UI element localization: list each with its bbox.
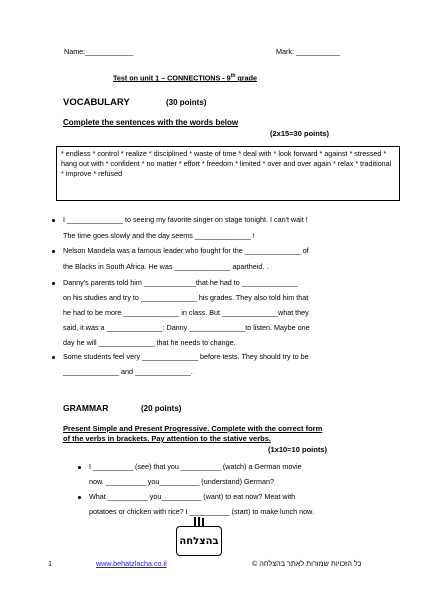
vocab-line-11: ______________ and ______________. [63, 367, 193, 376]
test-title-sup: th [230, 73, 236, 79]
bullet-icon [52, 250, 55, 253]
grammar-instruction-1: Present Simple and Present Progressive. Complete with the correct form [63, 424, 323, 433]
vocab-line-4: the Blacks in South Africa. He was ______________ apartheid. . [63, 262, 269, 271]
vocab-line-10: Some students feel very ______________ before tests. They should try to be [63, 352, 309, 361]
bullet-icon [52, 219, 55, 222]
grammar-line-2: now. __________ you__________ (understand) German? [89, 477, 275, 486]
page-number: 1 [48, 559, 52, 568]
test-title-text: Test on unit 1 – CONNECTIONS - 9 [113, 73, 231, 83]
vocabulary-scoring: (2x15=30 points) [270, 129, 329, 138]
test-title [113, 73, 257, 82]
vocab-line-7: he had to be more ______________ in class. But ______________what they [63, 308, 309, 317]
grammar-line-4: potatoes or chicken with rice? I __________ (start) to make lunch now. [89, 507, 314, 516]
name-field-label: Name:____________ [64, 47, 134, 56]
bullet-icon [52, 282, 55, 285]
site-logo-text: בהצלחה [179, 535, 219, 547]
bullet-icon [78, 496, 81, 499]
vocab-line-1: I ______________ to seeing my favorite singer on stage tonight. I can't wait ! [63, 215, 308, 224]
vocabulary-heading: VOCABULARY [63, 97, 130, 108]
word-bank-box: * endless * control * realize * disciplined * waste of time * deal with * look forward * against * stressed * hang out with * confident * no matter * effort * freedom * limited * over and over again * relax * traditional * improve * refused [56, 146, 400, 201]
vocab-line-9: day he will ______________ that he needs to change. [63, 338, 236, 347]
bullet-icon [78, 466, 81, 469]
mark-field-label: Mark: ___________ [276, 47, 340, 56]
website-link[interactable]: www.behatzlacha.co.il [96, 559, 167, 568]
grammar-scoring: (1x10=10 points) [268, 445, 327, 454]
site-logo [176, 526, 222, 556]
vocab-line-6: on his studies and try to ______________ his grades. They also told him that [63, 293, 309, 302]
vocab-line-2: The time goes slowly and the day seems ______________ ! [63, 231, 255, 240]
grammar-heading: GRAMMAR [63, 403, 109, 413]
grammar-instruction-2: of the verbs in brackets. Pay attention to the stative verbs. [63, 434, 271, 443]
vocab-line-3: Nelson Mandela was a famous leader who fought for the ______________ of [63, 246, 309, 255]
test-title-end: grade [235, 73, 257, 83]
vocabulary-instruction: Complete the sentences with the words below [63, 118, 239, 127]
vocab-line-5: Danny's parents told him _____________that he had to ______________ [63, 278, 298, 287]
grammar-points: (20 points) [141, 404, 182, 413]
vocab-line-8: said, it was a ______________: Danny ______________to listen. Maybe one [63, 323, 310, 332]
bullet-icon [52, 356, 55, 359]
copyright-text: כל הזכויות שמורות לאתר בהצלחה © [252, 559, 362, 568]
vocabulary-points: (30 points) [166, 98, 207, 107]
grammar-line-3: What __________ you__________ (want) to eat now? Meat with [89, 492, 296, 501]
grammar-line-1: I __________ (see) that you __________ (watch) a German movie [89, 462, 302, 471]
